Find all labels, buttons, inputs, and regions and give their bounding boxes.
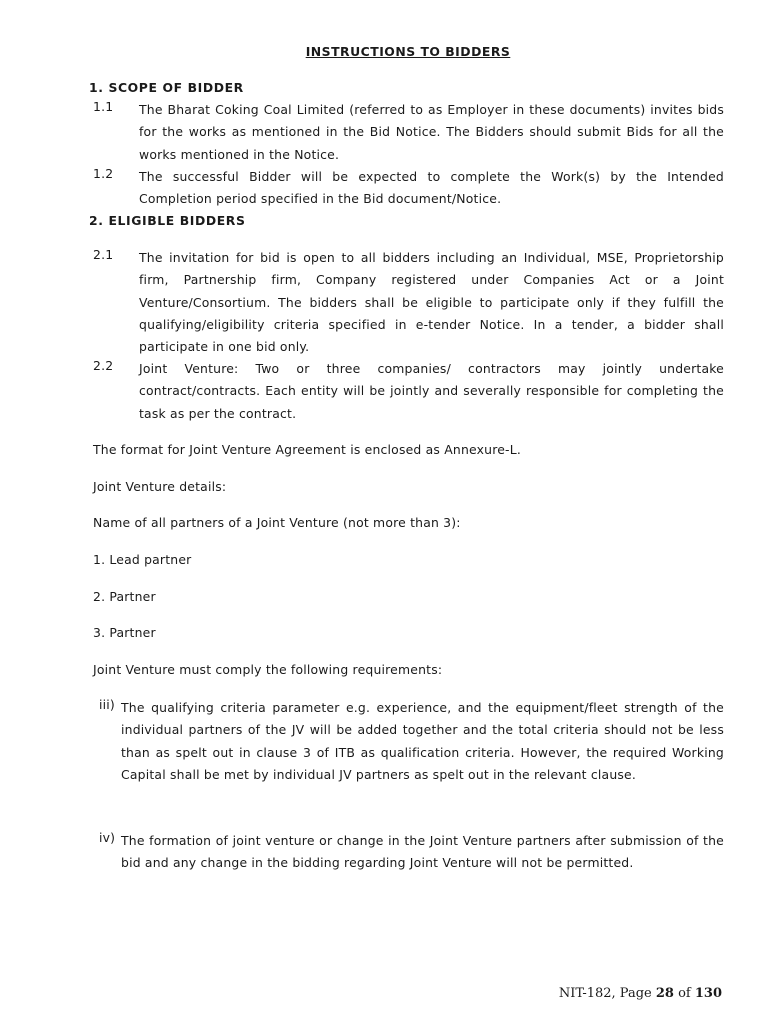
jv-format-paragraph: The format for Joint Venture Agreement is enclosed as Annexure-L. — [93, 442, 521, 457]
clause-text: The successful Bidder will be expected to complete the Work(s) by the Intended Completion period specified in the Bid document/Notice. — [139, 169, 724, 207]
footer-prefix: NIT-182, Page — [558, 986, 656, 1001]
section-heading-eligible: 2. ELIGIBLE BIDDERS — [89, 213, 246, 228]
partner-2-line: 2. Partner — [93, 589, 156, 604]
partner-3-line: 3. Partner — [93, 625, 156, 640]
footer-total-pages: 130 — [694, 986, 722, 1001]
clause-number: 1.1 — [93, 99, 114, 114]
clause-text: Joint Venture: Two or three companies/ contractors may jointly undertake contract/contracts. Each entity will be jointly and severally responsible for completing the task as per the contract. — [139, 361, 724, 421]
partner-1-line: 1. Lead partner — [93, 552, 192, 567]
clause-1-2 — [93, 166, 724, 210]
requirement-iii — [99, 697, 724, 807]
clause-number: 1.2 — [93, 166, 114, 181]
clause-text: The invitation for bid is open to all bidders including an Individual, MSE, Proprietorship firm, Partnership firm, Company registered under Companies Act or a Joint Venture/Consortium. The bidders shall be eligible to participate only if they fulfill the qualifying/eligibility criteria specified in e-tender Notice. In a tender, a bidder shall participate in one bid only. — [139, 250, 724, 355]
clause-text: The Bharat Coking Coal Limited (referred to as Employer in these documents) invites bids for the works as mentioned in the Bid Notice. The Bidders should submit Bids for all the works mentioned in the Notice. — [139, 102, 724, 162]
requirement-iv — [99, 830, 724, 874]
requirement-number: iii) — [99, 697, 115, 712]
partners-intro: Name of all partners of a Joint Venture (not more than 3): — [93, 515, 461, 530]
clause-number: 2.2 — [93, 358, 114, 373]
requirement-text: The qualifying criteria parameter e.g. experience, and the equipment/fleet strength of the individual partners of the JV will be added together and the total criteria should not be less than as spelt out in clause 3 of ITB as qualification criteria. However, the required Working Capital shall be met by individual JV partners as spelt out in the relevant clause. — [121, 700, 724, 782]
jv-comply-label: Joint Venture must comply the following requirements: — [93, 662, 443, 677]
section-heading-scope: 1. SCOPE OF BIDDER — [89, 80, 244, 95]
clause-2-2 — [93, 358, 724, 424]
jv-details-label: Joint Venture details: — [93, 479, 227, 494]
page-footer — [559, 986, 722, 1001]
clause-2-1 — [93, 247, 724, 357]
requirement-text: The formation of joint venture or change in the Joint Venture partners after submission of the bid and any change in the bidding regarding Joint Venture will not be permitted. — [121, 833, 724, 871]
clause-1-1 — [93, 99, 724, 165]
requirement-number: iv) — [99, 830, 116, 845]
footer-page-number: 28 — [655, 986, 674, 1001]
page-title: INSTRUCTIONS TO BIDDERS — [305, 44, 511, 59]
footer-of: of — [673, 986, 695, 1001]
clause-number: 2.1 — [93, 247, 114, 262]
